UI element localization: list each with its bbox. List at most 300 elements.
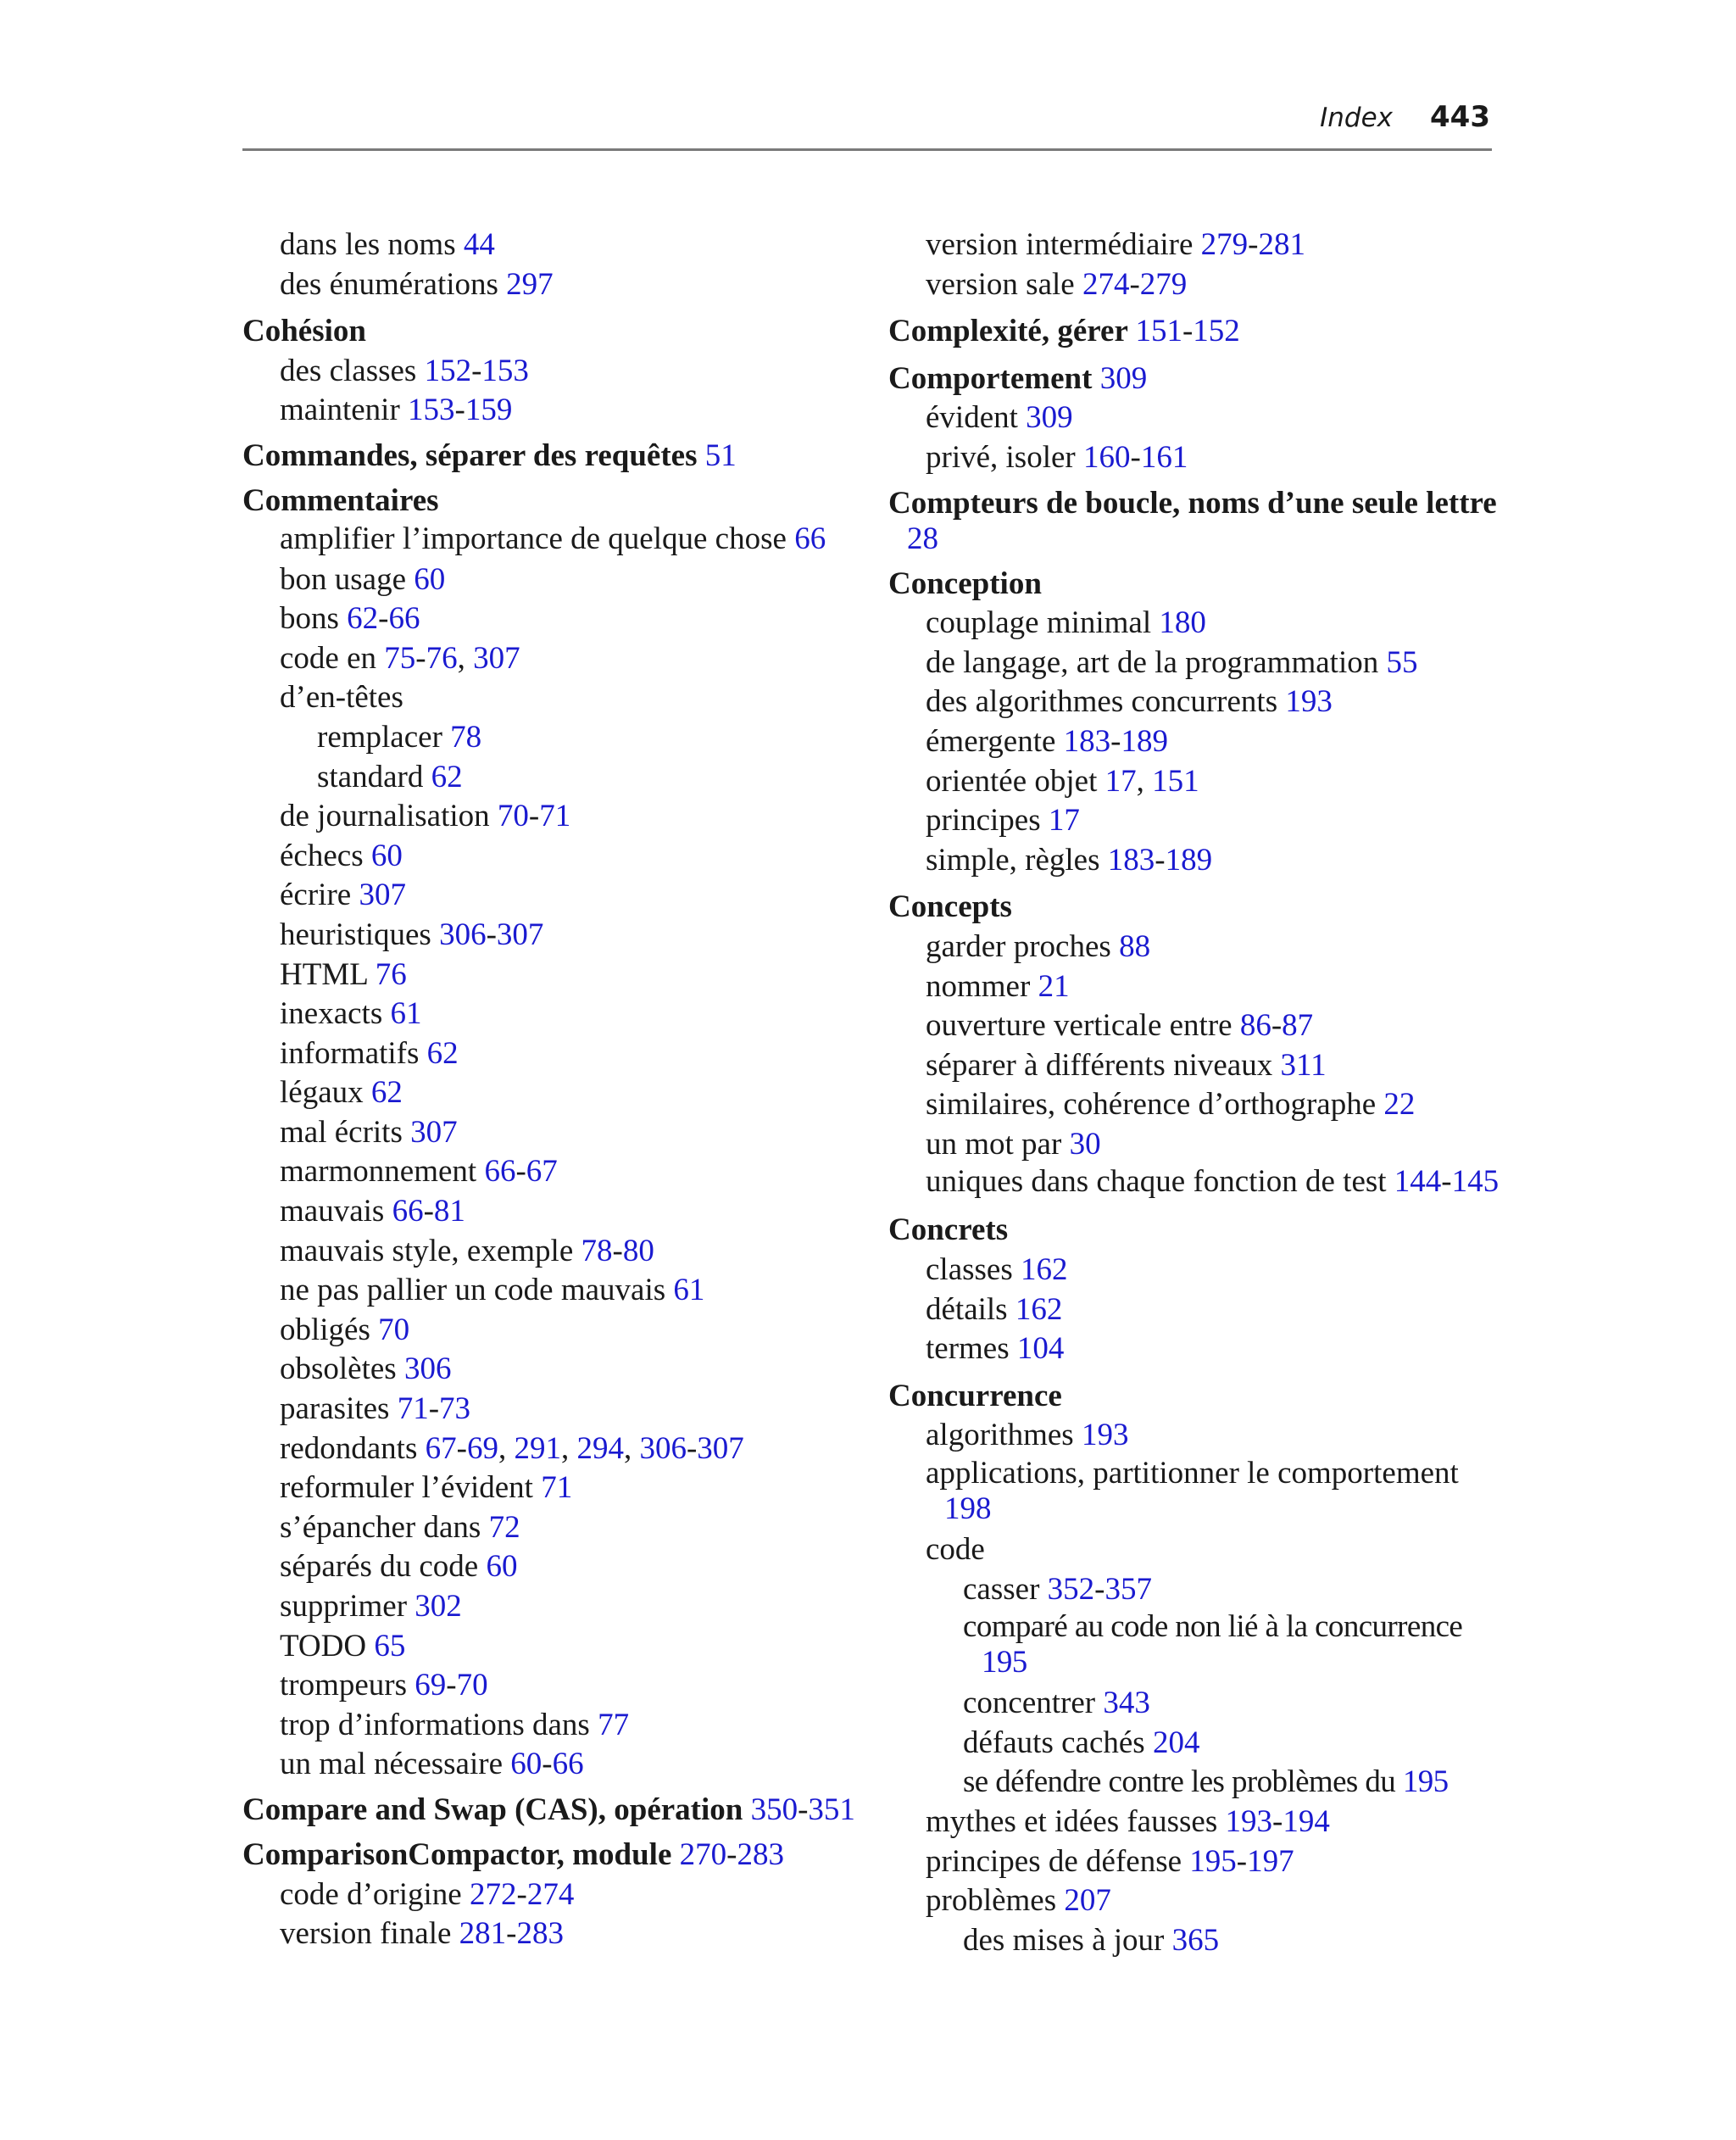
page-link[interactable]: 195: [1402, 1764, 1449, 1800]
index-subentry-un-mal-necessaire: [242, 1745, 861, 1785]
index-heading-complexite-gerer: [888, 312, 1507, 352]
page-link[interactable]: 294: [576, 1430, 624, 1466]
page-references: [1386, 645, 1417, 680]
page-range-separator: -: [423, 1194, 434, 1229]
index-subentry-ecrire: [242, 876, 861, 916]
page-link[interactable]: 70: [456, 1668, 488, 1703]
page-references: [1064, 1883, 1111, 1918]
index-subentry-code-en: [242, 639, 861, 679]
index-subentry-dans-les-noms: [242, 226, 861, 265]
index-term: problèmes: [926, 1883, 1057, 1919]
index-term: supprimer: [280, 1589, 408, 1624]
index-term: des mises à jour: [963, 1922, 1165, 1958]
page-references: [1225, 1804, 1329, 1839]
index-term: TODO: [280, 1628, 367, 1664]
page-link[interactable]: 274: [1082, 266, 1130, 302]
page-link[interactable]: 151: [1135, 314, 1182, 349]
page-references: [1038, 969, 1070, 1004]
page-link[interactable]: 306: [403, 1351, 452, 1387]
page-range-separator: ,: [560, 1430, 577, 1466]
index-term: nommer: [926, 968, 1031, 1004]
page-range-separator: -: [798, 1792, 809, 1827]
index-subentry-supprimer: [242, 1587, 861, 1627]
page-link[interactable]: 281: [1258, 227, 1305, 262]
page-range-separator: -: [506, 1916, 517, 1952]
page-link[interactable]: 307: [697, 1430, 744, 1466]
index-term: bon usage: [280, 561, 406, 597]
index-heading-compteurs-de-boucle-noms-d-une-seule-let: [888, 486, 1507, 557]
page-link[interactable]: 194: [1283, 1804, 1330, 1839]
index-term: reformuler l’évident: [280, 1470, 533, 1506]
page-references: [982, 1645, 1027, 1680]
page-range-separator: -: [1110, 723, 1121, 759]
index-term: code d’origine: [280, 1876, 462, 1912]
index-term: parasites: [280, 1391, 390, 1427]
page-link[interactable]: 21: [1038, 968, 1070, 1004]
page-link[interactable]: 307: [359, 878, 406, 913]
index-subentry-informatifs: [242, 1034, 861, 1074]
index-term: séparés du code: [280, 1549, 479, 1585]
index-subentry-des-classes: [242, 352, 861, 392]
page-link[interactable]: 55: [1386, 644, 1418, 680]
index-term: mal écrits: [280, 1114, 403, 1150]
page-references: [581, 1234, 654, 1268]
page-link[interactable]: 204: [1152, 1725, 1200, 1760]
page-link[interactable]: 270: [679, 1836, 727, 1872]
page-references: [427, 1036, 459, 1071]
index-subentry-se-defendre-contre-les-problemes-du: [888, 1763, 1507, 1803]
page-link[interactable]: 66: [392, 1194, 424, 1229]
page-references: [384, 641, 520, 676]
page-link[interactable]: 71: [397, 1391, 429, 1427]
page-references: [431, 760, 463, 794]
page-references: [498, 799, 570, 833]
page-references: [1383, 1087, 1415, 1122]
page-references: [404, 1351, 452, 1386]
index-term: écrire: [280, 878, 352, 913]
index-term: couplage minimal: [926, 605, 1152, 641]
running-header: [242, 100, 1490, 134]
page-link[interactable]: 302: [415, 1589, 462, 1624]
page-link[interactable]: 309: [1026, 400, 1073, 436]
page-link[interactable]: 44: [463, 227, 495, 262]
page-link[interactable]: 283: [737, 1836, 784, 1872]
index-term: garder proches: [926, 928, 1111, 964]
index-subentry-obsoletes: [242, 1350, 861, 1390]
page-range-separator: -: [1441, 1164, 1452, 1200]
index-term: Complexité, gérer: [888, 314, 1128, 349]
index-heading-conception: [888, 565, 1507, 605]
index-term: de journalisation: [280, 799, 490, 834]
page-references: [359, 878, 406, 912]
page-link[interactable]: 28: [907, 521, 938, 556]
page-references: [1103, 1686, 1150, 1720]
page-range-separator: -: [1271, 1008, 1283, 1044]
page-references: [439, 917, 543, 952]
index-subentry-html: [242, 956, 861, 995]
index-term: obligés: [280, 1312, 370, 1347]
page-link[interactable]: 297: [506, 266, 554, 302]
page-references: [1403, 1764, 1449, 1799]
page-link[interactable]: 144: [1394, 1164, 1442, 1200]
page-range-separator: -: [1155, 842, 1166, 878]
index-subentry-simple-regles: [888, 841, 1507, 881]
page-references: [426, 1431, 744, 1466]
page-references: [1189, 1844, 1294, 1879]
index-subentry-obliges: [242, 1311, 861, 1351]
page-link[interactable]: 311: [1280, 1047, 1327, 1083]
page-link[interactable]: 183: [1063, 723, 1111, 759]
index-subentry-version-finale: [242, 1914, 861, 1954]
page-link[interactable]: 17: [1048, 803, 1080, 839]
index-subentry-nommer: [888, 967, 1507, 1007]
page-link[interactable]: 193: [1081, 1418, 1129, 1453]
page-references: [541, 1470, 572, 1505]
page-link[interactable]: 77: [598, 1707, 630, 1742]
index-term: simple, règles: [926, 842, 1100, 878]
page-range-separator: -: [1182, 314, 1194, 349]
index-subentry-code-d-origine: [242, 1875, 861, 1915]
index-term: version finale: [280, 1916, 452, 1952]
page-link[interactable]: 274: [526, 1876, 575, 1912]
page-link[interactable]: 189: [1165, 842, 1213, 878]
index-subentry-principes-de-defense: [888, 1842, 1507, 1882]
index-subentry-version-intermediaire: [888, 226, 1507, 265]
index-term: standard: [317, 759, 424, 794]
page-references: [1026, 400, 1073, 435]
page-range-separator: -: [1130, 439, 1141, 475]
page-link[interactable]: 76: [375, 956, 407, 992]
index-term: inexacts: [280, 996, 383, 1032]
index-subentry-ne-pas-pallier-un-code-mauvais: [242, 1271, 861, 1311]
index-term: légaux: [280, 1075, 364, 1111]
index-column-right: [888, 226, 1507, 1960]
index-term: applications, partitionner le comportement: [926, 1456, 1459, 1491]
index-subentry-todo: [242, 1627, 861, 1667]
page-link[interactable]: 66: [552, 1747, 584, 1782]
page-link[interactable]: 357: [1104, 1571, 1152, 1607]
index-subentry-version-sale: [888, 265, 1507, 305]
page-link[interactable]: 66: [388, 601, 420, 637]
page-range-separator: -: [471, 353, 482, 388]
page-link[interactable]: 88: [1119, 928, 1151, 964]
page-link[interactable]: 306: [439, 917, 487, 952]
page-range-separator: -: [1248, 227, 1259, 262]
page-link[interactable]: 78: [581, 1233, 613, 1268]
index-term: privé, isoler: [926, 439, 1076, 475]
page-range-separator: ,: [498, 1430, 515, 1466]
index-term: version sale: [926, 266, 1075, 302]
index-subentry-emergente: [888, 722, 1507, 762]
page-references: [1083, 440, 1188, 475]
index-term: termes: [926, 1331, 1010, 1367]
index-subentry-s-epancher-dans: [242, 1508, 861, 1548]
page-range-separator: -: [726, 1836, 737, 1872]
index-term: HTML: [280, 956, 368, 992]
page-references: [1280, 1048, 1326, 1083]
page-link[interactable]: 283: [516, 1916, 564, 1952]
page-link[interactable]: 75: [384, 640, 416, 676]
index-term: d’en-têtes: [280, 680, 403, 716]
page-link[interactable]: 71: [541, 1470, 573, 1506]
page-link[interactable]: 70: [497, 799, 529, 834]
index-term: Compare and Swap (CAS), opération: [242, 1792, 743, 1827]
page-references: [680, 1837, 784, 1872]
page-references: [1240, 1008, 1313, 1043]
page-link[interactable]: 65: [374, 1628, 406, 1664]
index-subentry-mal-ecrits: [242, 1113, 861, 1153]
page-link[interactable]: 66: [794, 521, 826, 556]
page-range-separator: ,: [457, 640, 474, 676]
page-link[interactable]: 151: [1152, 763, 1199, 799]
index-term: Compteurs de boucle, noms d’une seule lettre: [888, 485, 1497, 521]
index-heading-commandes-separer-des-requetes: [242, 438, 861, 474]
page-references: [1285, 684, 1333, 719]
page-references: [506, 267, 554, 302]
page-link[interactable]: 86: [1239, 1008, 1271, 1044]
page-references: [398, 1391, 470, 1426]
page-link[interactable]: 193: [1225, 1804, 1272, 1839]
index-subentry-algorithmes: [888, 1416, 1507, 1456]
page-references: [1064, 724, 1168, 759]
index-subentry-parasites: [242, 1390, 861, 1429]
index-heading-commentaires: [242, 482, 861, 521]
page-link[interactable]: 161: [1140, 439, 1188, 475]
page-references: [1119, 929, 1150, 964]
page-link[interactable]: 281: [459, 1916, 507, 1952]
page-references: [1159, 605, 1206, 640]
index-subentry-legaux: [242, 1073, 861, 1113]
page-link[interactable]: 62: [431, 759, 463, 794]
page-range-separator: -: [486, 917, 497, 952]
page-link[interactable]: 365: [1171, 1922, 1220, 1958]
index-heading-concepts: [888, 888, 1507, 928]
page-link[interactable]: 69: [466, 1430, 498, 1466]
page-references: [390, 996, 421, 1031]
index-term: classes: [926, 1252, 1013, 1288]
page-link[interactable]: 87: [1282, 1008, 1314, 1044]
page-references: [371, 1075, 403, 1110]
page-link[interactable]: 160: [1082, 439, 1131, 475]
page-link[interactable]: 60: [370, 838, 403, 873]
index-term: algorithmes: [926, 1418, 1074, 1453]
page-link[interactable]: 350: [750, 1792, 798, 1827]
page-link[interactable]: 307: [473, 640, 520, 676]
index-heading-compare-and-swap-cas-operation: [242, 1792, 861, 1828]
page-references: [415, 1589, 462, 1624]
index-subentry-heuristiques: [242, 916, 861, 956]
page-link[interactable]: 153: [481, 353, 529, 388]
page-link[interactable]: 17: [1104, 763, 1137, 799]
page-range-separator: ,: [1136, 763, 1153, 799]
index-subentry-termes: [888, 1329, 1507, 1369]
index-term: remplacer: [317, 719, 442, 755]
page-references: [1070, 1127, 1101, 1162]
page-range-separator: -: [378, 601, 389, 637]
page-link[interactable]: 197: [1247, 1843, 1294, 1879]
page-range-separator: -: [528, 799, 540, 834]
index-subentry-separes-du-code: [242, 1547, 861, 1587]
index-term: informatifs: [280, 1035, 420, 1071]
index-subentry-garder-proches: [888, 928, 1507, 967]
index-subentry-des-mises-a-jour: [888, 1921, 1507, 1961]
page-link[interactable]: 62: [370, 1075, 403, 1111]
page-range-separator: -: [1271, 1804, 1283, 1839]
index-term: des énumérations: [280, 266, 498, 302]
index-subentry-echecs: [242, 837, 861, 877]
page-link[interactable]: 73: [439, 1391, 471, 1427]
index-term: trop d’informations dans: [280, 1707, 590, 1742]
index-term: bons: [280, 601, 339, 637]
index-subentry-remplacer: [242, 718, 861, 758]
index-term: comparé au code non lié à la concurrence: [963, 1609, 1463, 1645]
index-term: trompeurs: [280, 1668, 408, 1703]
index-subentry-inexacts: [242, 995, 861, 1034]
index-subentry-prive-isoler: [888, 438, 1507, 478]
page-link[interactable]: 80: [622, 1233, 654, 1268]
page-link[interactable]: 279: [1200, 227, 1249, 262]
page-link[interactable]: 351: [808, 1792, 855, 1827]
page-references: [464, 227, 495, 262]
page-link[interactable]: 67: [526, 1154, 558, 1190]
page-link[interactable]: 60: [510, 1747, 542, 1782]
page-link[interactable]: 145: [1451, 1164, 1500, 1200]
index-term: heuristiques: [280, 917, 431, 952]
index-term: de langage, art de la programmation: [926, 644, 1379, 680]
page-link[interactable]: 153: [408, 393, 455, 428]
index-subentry-code: [888, 1530, 1507, 1570]
page-references: [673, 1273, 704, 1307]
page-link[interactable]: 195: [982, 1645, 1027, 1680]
page-link[interactable]: 51: [704, 437, 737, 473]
page-link[interactable]: 307: [410, 1114, 458, 1150]
page-link[interactable]: 22: [1383, 1087, 1416, 1123]
index-subentry-un-mot-par: [888, 1125, 1507, 1165]
page-link[interactable]: 183: [1107, 842, 1155, 878]
index-term: redondants: [280, 1430, 418, 1466]
page-link[interactable]: 180: [1159, 605, 1206, 641]
index-subentry-concentrer: [888, 1684, 1507, 1724]
page-link[interactable]: 352: [1047, 1571, 1095, 1607]
page-references: [1201, 227, 1305, 262]
page-link[interactable]: 162: [1015, 1291, 1063, 1327]
index-term: évident: [926, 400, 1018, 436]
page-references: [1135, 314, 1239, 348]
index-term: Concrets: [888, 1212, 1009, 1248]
page-link[interactable]: 81: [433, 1194, 465, 1229]
page-link[interactable]: 306: [639, 1430, 687, 1466]
index-term: Comportement: [888, 360, 1093, 396]
index-term: des classes: [280, 353, 417, 388]
page-link[interactable]: 61: [390, 996, 422, 1032]
page-link[interactable]: 61: [673, 1273, 705, 1308]
page-link[interactable]: 309: [1099, 360, 1148, 396]
page-link[interactable]: 343: [1103, 1686, 1150, 1721]
index-subentry-defauts-caches: [888, 1724, 1507, 1764]
page-references: [1108, 843, 1212, 878]
index-term: maintenir: [280, 393, 400, 428]
page-references: [1017, 1331, 1065, 1366]
page-link[interactable]: 62: [347, 601, 379, 637]
page-range-separator: -: [612, 1233, 623, 1268]
page-link[interactable]: 195: [1189, 1843, 1237, 1879]
index-term: un mal nécessaire: [280, 1747, 503, 1782]
index-subentry-classes: [888, 1251, 1507, 1290]
index-term: ne pas pallier un code mauvais: [280, 1273, 666, 1308]
page-references: [705, 438, 737, 473]
page-references: [371, 839, 403, 873]
index-term: similaires, cohérence d’orthographe: [926, 1087, 1377, 1123]
index-heading-comparisoncompactor-module: [242, 1836, 861, 1875]
page-references: [470, 1877, 574, 1912]
index-heading-concurrence: [888, 1377, 1507, 1417]
page-references: [751, 1792, 855, 1827]
page-link[interactable]: 152: [1193, 314, 1240, 349]
index-term: version intermédiaire: [926, 227, 1194, 262]
page-link[interactable]: 60: [486, 1549, 518, 1585]
page-link[interactable]: 76: [426, 640, 458, 676]
page-link[interactable]: 69: [415, 1668, 447, 1703]
index-term: mauvais style, exemple: [280, 1233, 574, 1268]
page-range-separator: -: [1129, 266, 1140, 302]
page-link[interactable]: 207: [1064, 1883, 1111, 1919]
index-subentry-bon-usage: [242, 560, 861, 600]
page-references: [378, 1312, 409, 1347]
index-term: Concepts: [888, 889, 1012, 925]
index-subentry-evident: [888, 398, 1507, 438]
index-subentry-de-journalisation: [242, 797, 861, 837]
page-link[interactable]: 279: [1139, 266, 1188, 302]
page-link[interactable]: 162: [1021, 1252, 1068, 1288]
index-term: mauvais: [280, 1194, 385, 1229]
page-references: [408, 393, 512, 427]
page-link[interactable]: 70: [378, 1312, 410, 1347]
page-link[interactable]: 66: [484, 1154, 516, 1190]
index-term: mythes et idées fausses: [926, 1804, 1218, 1839]
page-link[interactable]: 198: [944, 1491, 992, 1527]
index-term: se défendre contre les problèmes du: [963, 1764, 1396, 1800]
page-link[interactable]: 193: [1285, 684, 1333, 720]
page-link[interactable]: 60: [414, 561, 446, 597]
page-link[interactable]: 72: [488, 1509, 520, 1545]
page-link[interactable]: 67: [425, 1430, 457, 1466]
index-subentry-similaires-coherence-d-orthographe: [888, 1085, 1507, 1125]
index-subentry-couplage-minimal: [888, 604, 1507, 644]
page-link[interactable]: 272: [469, 1876, 517, 1912]
index-subentry-ouverture-verticale-entre: [888, 1006, 1507, 1046]
index-subentry-separer-a-differents-niveaux: [888, 1046, 1507, 1086]
page-link[interactable]: 152: [424, 353, 472, 388]
page-link[interactable]: 189: [1121, 723, 1168, 759]
index-subentry-de-langage-art-de-la-programmation: [888, 644, 1507, 683]
index-subentry-details: [888, 1290, 1507, 1330]
index-term: code en: [280, 640, 377, 676]
index-term: principes: [926, 803, 1041, 839]
page-link[interactable]: 307: [496, 917, 544, 952]
index-term: échecs: [280, 838, 364, 873]
index-heading-comportement: [888, 359, 1507, 399]
page-references: [510, 1747, 583, 1781]
index-subentry-problemes: [888, 1881, 1507, 1921]
page-link[interactable]: 71: [539, 799, 571, 834]
page-link[interactable]: 104: [1016, 1331, 1065, 1367]
page-link[interactable]: 291: [514, 1430, 561, 1466]
page-references: [944, 1491, 992, 1526]
page-link[interactable]: 62: [426, 1035, 459, 1071]
page-link[interactable]: 30: [1069, 1126, 1101, 1162]
page-link[interactable]: 159: [465, 393, 513, 428]
page-link[interactable]: 78: [450, 719, 482, 755]
